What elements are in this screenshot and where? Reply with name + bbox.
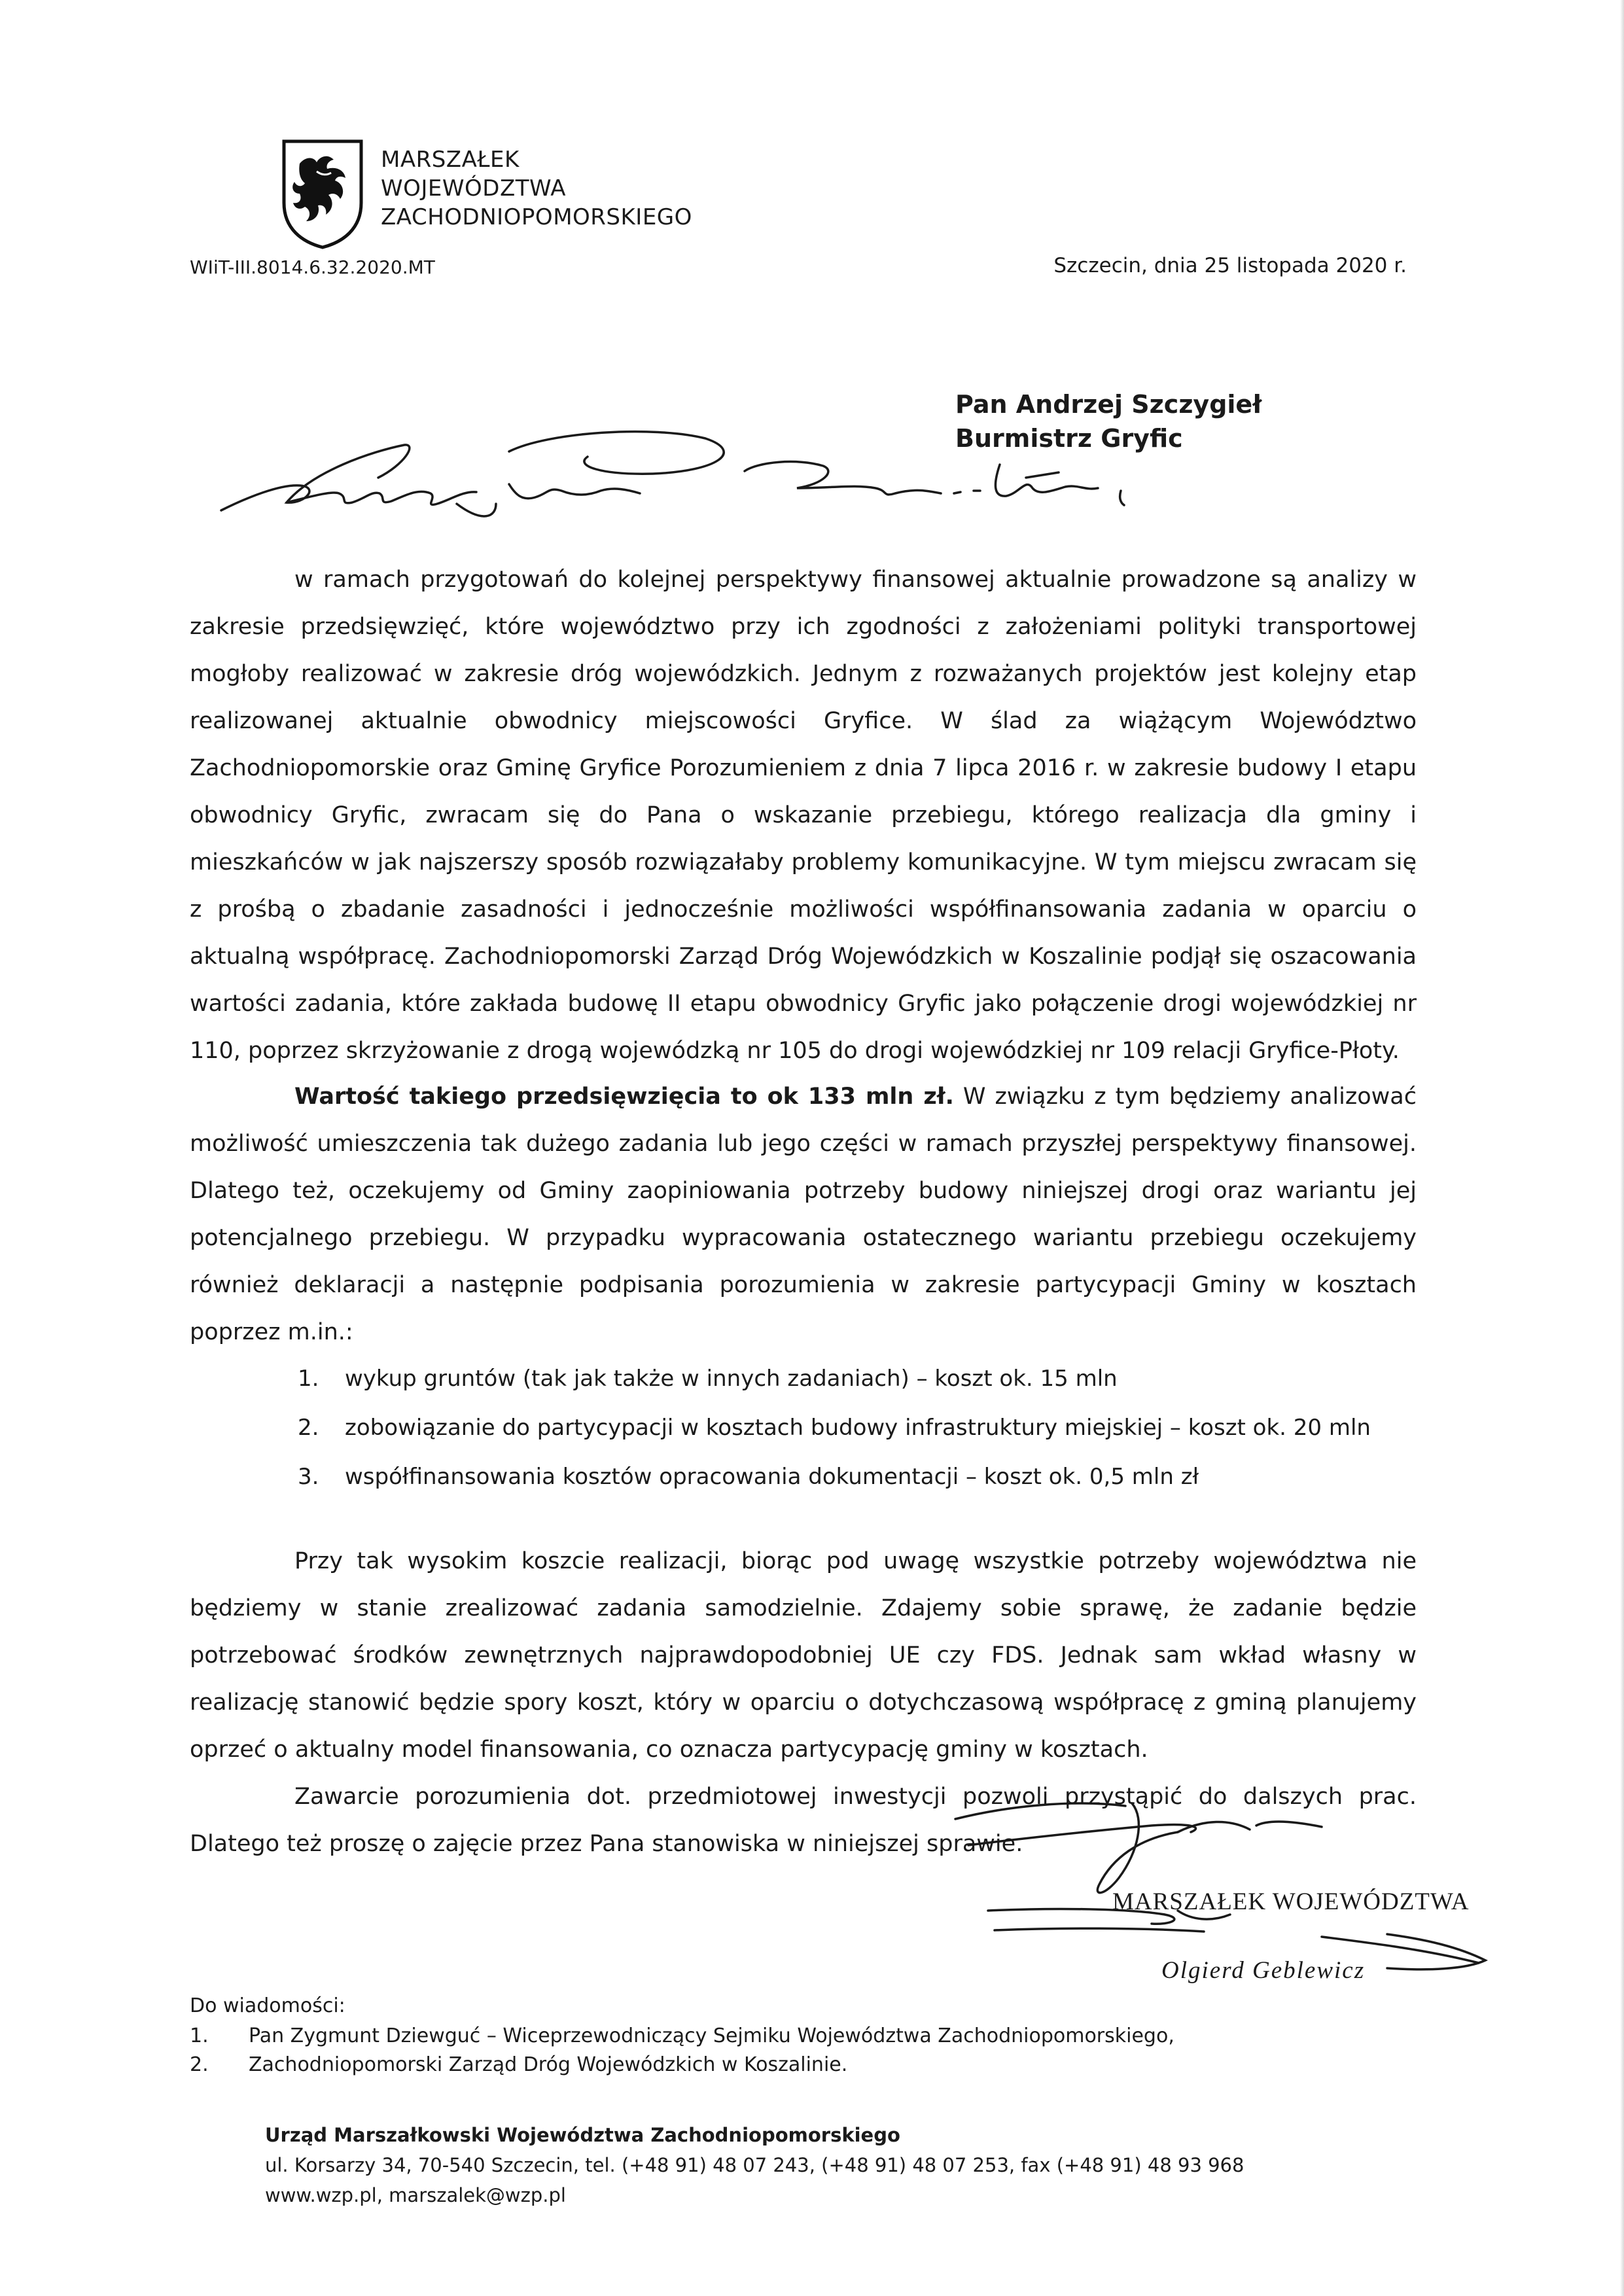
- footer-organization: Urząd Marszałkowski Województwa Zachodniopomorskiego: [265, 2124, 900, 2146]
- institution-line-1: MARSZAŁEK: [381, 147, 520, 173]
- institution-line-2: WOJEWÓDZTWA: [381, 175, 567, 202]
- list-item-text: Pan Zygmunt Dziewguć – Wiceprzewodniczący Sejmiku Województwa Zachodniopomorskiego,: [249, 2024, 1174, 2047]
- recipient-name: Pan Andrzej Szczygieł: [955, 390, 1262, 419]
- place-date: Szczecin, dnia 25 listopada 2020 r.: [1053, 254, 1407, 277]
- footer: [265, 2120, 1244, 2210]
- list-item-number: 1.: [298, 1366, 319, 1392]
- signatory-name: Olgierd Geblewicz: [1161, 1957, 1366, 1984]
- list-item: [298, 1354, 1371, 1404]
- signatory-title: MARSZAŁEK WOJEWÓDZTWA: [1112, 1888, 1470, 1915]
- list-item-number: 1.: [190, 2024, 209, 2047]
- list-item: [190, 2022, 1174, 2051]
- recipient-title: Burmistrz Gryfic: [955, 424, 1183, 453]
- institution-line-3: ZACHODNIOPOMORSKIEGO: [381, 204, 692, 230]
- participation-list: [298, 1354, 1371, 1502]
- scan-edge: [1620, 0, 1624, 2296]
- paragraph-1: w ramach przygotowań do kolejnej perspektywy finansowej aktualnie prowadzone są analizy w zakresie przedsięwzięć, które województwo przy ich zgodności z założeniami polityki transportowej mogłoby realizować w zakresie dróg wojewódzkich. Jednym z rozważanych projektów jest kolejny etap realizowanej aktualnie obwodnicy miejscowości Gryfice. W ślad za wiążącym Województwo Zachodniopomorskie oraz Gminę Gryfice Porozumieniem z dnia 7 lipca 2016 r. w zakresie budowy I etapu obwodnicy Gryfic, zwracam się do Pana o wskazanie przebiegu, którego realizacja dla gminy i mieszkańców w jak najszerszy sposób rozwiązałaby problemy komunikacyjne. W tym miejscu zwracam się z prośbą o zbadanie zasadności i jednocześnie możliwości współfinansowania zadania w oparciu o aktualną współpracę. Zachodniopomorski Zarząd Dróg Wojewódzkich w Koszalinie podjął się oszacowania wartości zadania, które zakłada budowę II etapu obwodnicy Gryfic jako połączenie drogi wojewódzkiej nr 110, poprzez skrzyżowanie z drogą wojewódzką nr 105 do drogi wojewódzkiej nr 109 relacji Gryfice-Płoty.: [190, 567, 1417, 1064]
- handwritten-salutation: [208, 425, 1150, 537]
- list-item-text: wykup gruntów (tak jak także w innych zadaniach) – koszt ok. 15 mln: [345, 1366, 1118, 1392]
- reference-number: WIiT-III.8014.6.32.2020.MT: [190, 256, 435, 278]
- list-item: [298, 1404, 1371, 1453]
- list-item-text: współfinansowania kosztów opracowania dokumentacji – koszt ok. 0,5 mln zł: [345, 1464, 1199, 1490]
- paragraph-2-text: W związku z tym będziemy analizować możliwość umieszczenia tak dużego zadania lub jego części w ramach przyszłej perspektywy finansowej. Dlatego też, oczekujemy od Gminy zaopiniowania potrzeby budowy niniejszej drogi oraz wariantu jej potencjalnego przebiegu. W przypadku wypracowania ostatecznego wariantu przebiegu oczekujemy również deklaracji a następnie podpisania porozumienia w zakresie partycypacji Gminy w kosztach poprzez m.in.:: [190, 1084, 1417, 1345]
- cost-highlight: Wartość takiego przedsięwzięcia to ok 133 mln zł.: [294, 1084, 954, 1110]
- list-item-text: zobowiązanie do partycypacji w kosztach budowy infrastruktury miejskiej – koszt ok. 20 mln: [345, 1415, 1371, 1441]
- list-item: [190, 2051, 1174, 2079]
- list-item-number: 3.: [298, 1464, 319, 1490]
- list-item: [298, 1453, 1371, 1502]
- footer-web: www.wzp.pl, marszalek@wzp.pl: [265, 2184, 566, 2206]
- griffin-coat-of-arms-icon: [280, 137, 365, 250]
- institution-name: [381, 145, 692, 232]
- paragraph-4: Zawarcie porozumienia dot. przedmiotowej inwestycji pozwoli przystąpić do dalszych prac. Dlatego też proszę o zajęcie przez Pana stanowiska w niniejszej sprawie.: [190, 1784, 1417, 1857]
- list-item-number: 2.: [298, 1415, 319, 1441]
- list-item-text: Zachodniopomorski Zarząd Dróg Wojewódzkich w Koszalinie.: [249, 2053, 848, 2076]
- paragraph-2: [190, 1073, 1417, 1356]
- footer-address: ul. Korsarzy 34, 70-540 Szczecin, tel. (+48 91) 48 07 243, (+48 91) 48 07 253, fax (+48 91) 48 93 968: [265, 2154, 1244, 2176]
- distribution-list: [190, 2022, 1174, 2079]
- paragraph-3: Przy tak wysokim koszcie realizacji, biorąc pod uwagę wszystkie potrzeby województwa nie będziemy w stanie zrealizować zadania samodzielnie. Zdajemy sobie sprawę, że zadanie będzie potrzebować środków zewnętrznych najprawdopodobniej UE czy FDS. Jednak sam wkład własny w realizację stanowić będzie spory koszt, który w oparciu o dotychczasową współpracę z gminą planujemy oprzeć o aktualny model finansowania, co oznacza partycypację gminy w kosztach.: [190, 1548, 1417, 1763]
- distribution-heading: Do wiadomości:: [190, 1994, 345, 2017]
- list-item-number: 2.: [190, 2053, 209, 2076]
